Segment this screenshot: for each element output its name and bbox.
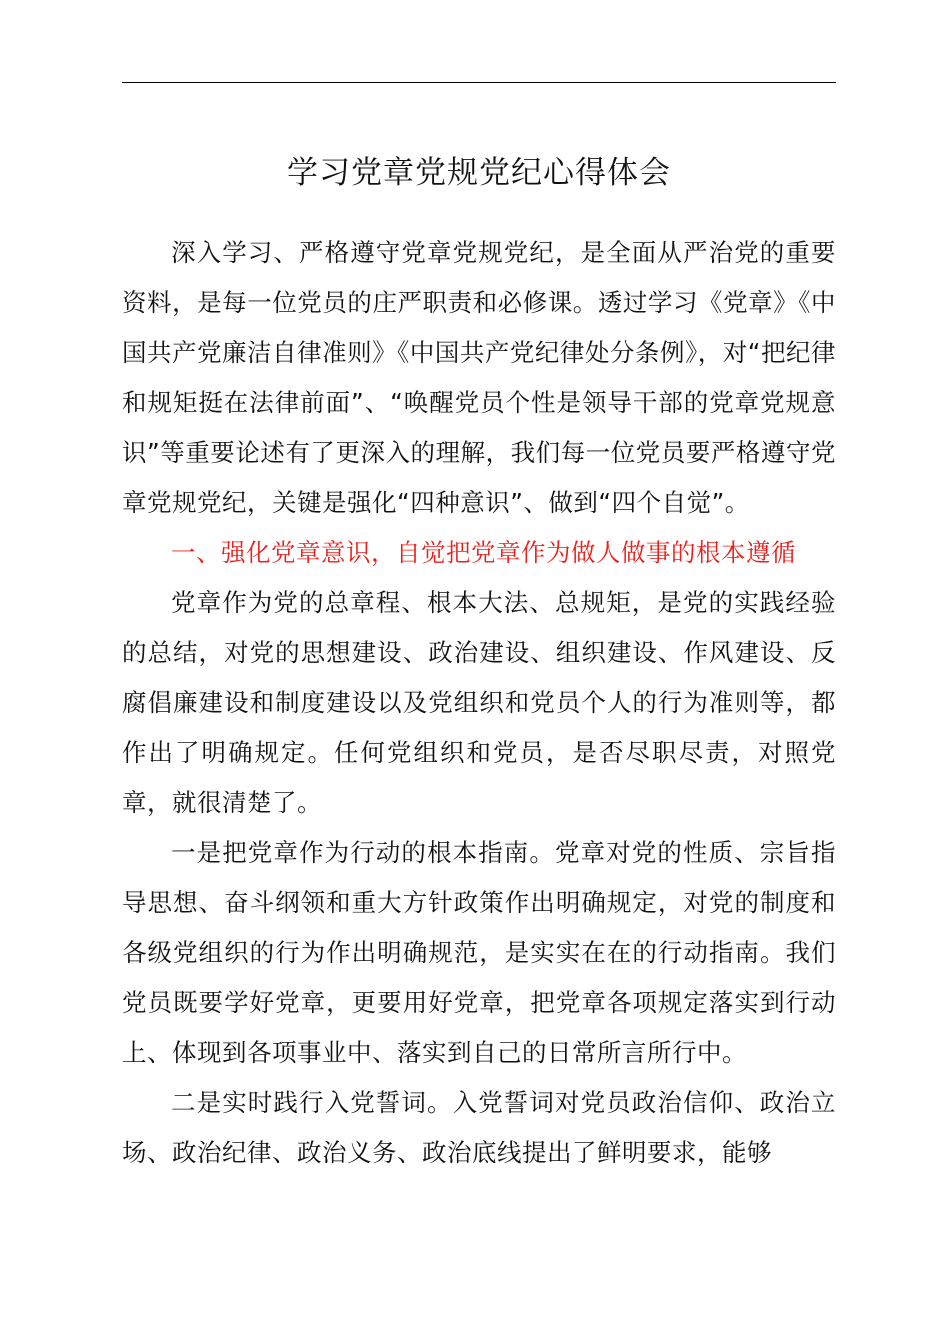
header-rule	[122, 82, 836, 83]
document-body	[122, 228, 836, 1178]
paragraph-point-one: 一是把党章作为行动的根本指南。党章对党的性质、宗旨指导思想、奋斗纲领和重大方针政策作出明确规定，对党的制度和各级党组织的行为作出明确规范，是实实在在的行动指南。我们党员既要学好党章，更要用好党章，把党章各项规定落实到行动上、体现到各项事业中、落实到自己的日常所言所行中。	[122, 838, 836, 1067]
paragraph-point-two: 二是实时践行入党誓词。入党誓词对党员政治信仰、政治立场、政治纪律、政治义务、政治底线提出了鲜明要求，能够	[122, 1088, 836, 1167]
paragraph-party-constitution: 党章作为党的总章程、根本大法、总规矩，是党的实践经验的总结，对党的思想建设、政治建设、组织建设、作风建设、反腐倡廉建设和制度建设以及党组织和党员个人的行为准则等，都作出了明确规定。任何党组织和党员，是否尽职尽责，对照党章，就很清楚了。	[122, 588, 836, 817]
section-heading-1: 一、强化党章意识，自觉把党章作为做人做事的根本遵循	[171, 538, 796, 567]
paragraph-intro: 深入学习、严格遵守党章党规党纪，是全面从严治党的重要资料，是每一位党员的庄严职责和必修课。透过学习《党章》《中国共产党廉洁自律准则》《中国共产党纪律处分条例》，对“把纪律和规矩挺在法律前面”、“唤醒党员个性是领导干部的党章党规意识”等重要论述有了更深入的理解，我们每一位党员要严格遵守党章党规党纪，关键是强化“四种意识”、做到“四个自觉”。	[122, 238, 836, 517]
page-title: 学习党章党规党纪心得体会	[287, 155, 671, 191]
